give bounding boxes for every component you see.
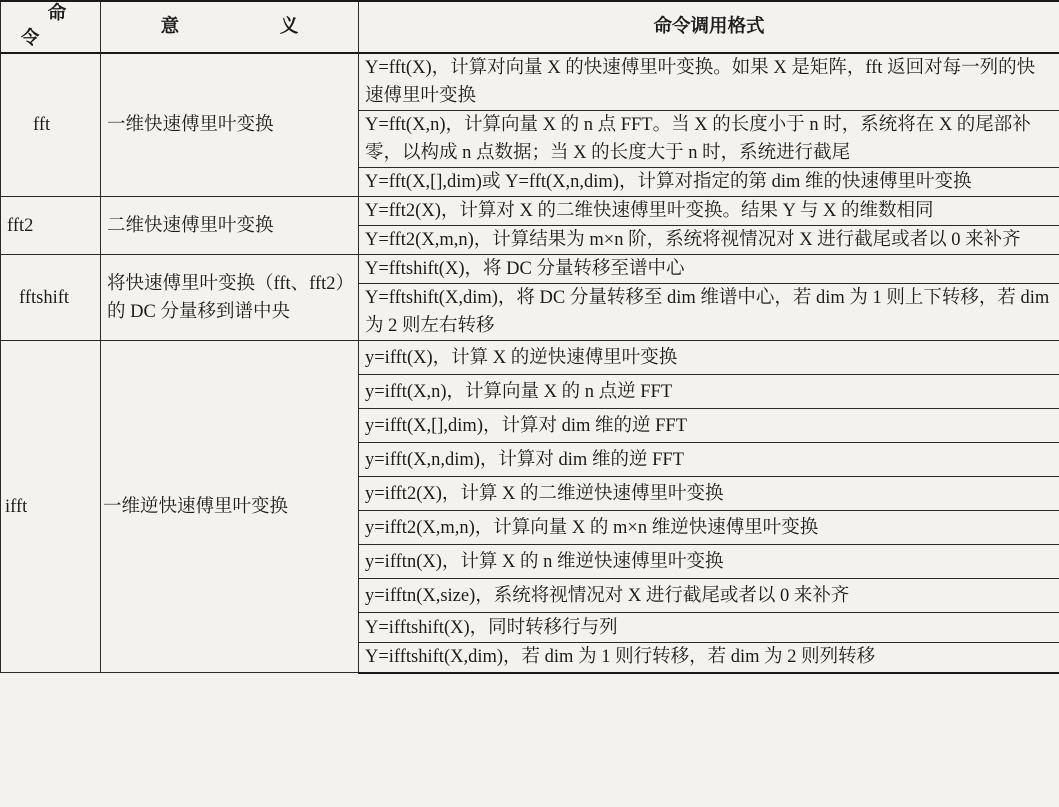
format-cell: Y=fft(X,[],dim)或 Y=fft(X,n,dim)，计算对指定的第 dim 维的快速傅里叶变换 — [359, 168, 1059, 197]
table-row — [1, 255, 1059, 284]
command-name-fftshift: fftshift — [1, 255, 101, 341]
format-cell: y=ifftn(X,size)，系统将视情况对 X 进行截尾或者以 0 来补齐 — [359, 579, 1059, 613]
header-command: 命 令 — [1, 1, 101, 53]
command-name-fft: fft — [1, 53, 101, 197]
format-cell: y=ifft(X,n,dim)，计算对 dim 维的逆 FFT — [359, 443, 1059, 477]
format-cell: Y=fftshift(X,dim)，将 DC 分量转移至 dim 维谱中心，若 dim 为 1 则上下转移，若 dim 为 2 则左右转移 — [359, 284, 1059, 341]
table-row — [1, 341, 1059, 375]
format-cell: y=ifftn(X)，计算 X 的 n 维逆快速傅里叶变换 — [359, 545, 1059, 579]
format-cell: Y=ifftshift(X)，同时转移行与列 — [359, 613, 1059, 643]
format-cell: Y=fft(X,n)，计算向量 X 的 n 点 FFT。当 X 的长度小于 n 时，系统将在 X 的尾部补零，以构成 n 点数据；当 X 的长度大于 n 时，系统进行截尾 — [359, 111, 1059, 168]
format-cell: y=ifft(X,[],dim)，计算对 dim 维的逆 FFT — [359, 409, 1059, 443]
meaning-fftshift: 将快速傅里叶变换（fft、fft2）的 DC 分量移到谱中央 — [101, 255, 359, 341]
header-meaning: 意 义 — [101, 1, 359, 53]
format-cell: Y=fftshift(X)，将 DC 分量转移至谱中心 — [359, 255, 1059, 284]
format-cell: y=ifft2(X)，计算 X 的二维逆快速傅里叶变换 — [359, 477, 1059, 511]
format-cell: Y=fft2(X)，计算对 X 的二维快速傅里叶变换。结果 Y 与 X 的维数相同 — [359, 197, 1059, 226]
table-header-row — [1, 1, 1059, 53]
meaning-fft2: 二维快速傅里叶变换 — [101, 197, 359, 255]
format-cell: y=ifft(X,n)，计算向量 X 的 n 点逆 FFT — [359, 375, 1059, 409]
format-cell: Y=fft2(X,m,n)，计算结果为 m×n 阶，系统将视情况对 X 进行截尾或者以 0 来补齐 — [359, 226, 1059, 255]
format-cell: Y=ifftshift(X,dim)，若 dim 为 1 则行转移，若 dim 为 2 则列转移 — [359, 643, 1059, 673]
meaning-ifft: 一维逆快速傅里叶变换 — [101, 341, 359, 673]
command-name-ifft: ifft — [1, 341, 101, 673]
meaning-fft: 一维快速傅里叶变换 — [101, 53, 359, 197]
format-cell: Y=fft(X)，计算对向量 X 的快速傅里叶变换。如果 X 是矩阵，fft 返回对每一列的快速傅里叶变换 — [359, 53, 1059, 111]
format-cell: y=ifft(X)，计算 X 的逆快速傅里叶变换 — [359, 341, 1059, 375]
table-row — [1, 197, 1059, 226]
command-name-fft2: fft2 — [1, 197, 101, 255]
format-cell: y=ifft2(X,m,n)，计算向量 X 的 m×n 维逆快速傅里叶变换 — [359, 511, 1059, 545]
table-row — [1, 53, 1059, 111]
header-format: 命令调用格式 — [359, 1, 1059, 53]
